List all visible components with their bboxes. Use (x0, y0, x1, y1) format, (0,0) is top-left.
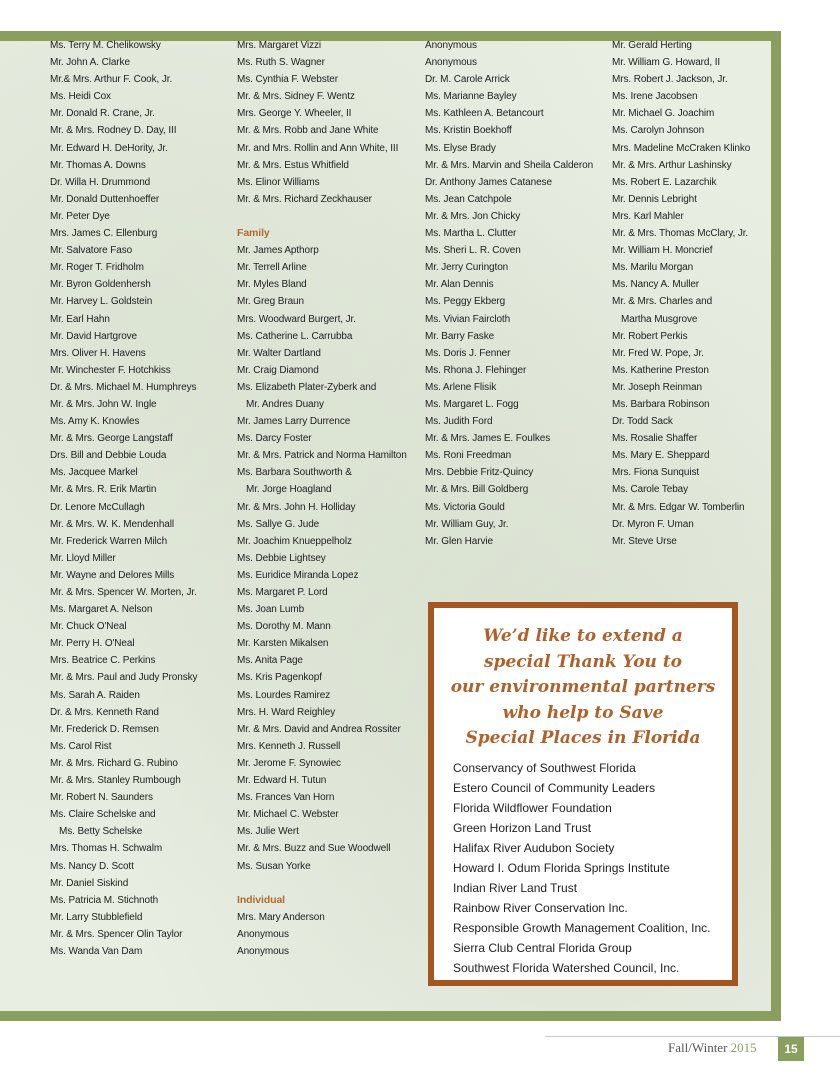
donor-name: Mr. Fred W. Pope, Jr. (612, 347, 704, 359)
donor-name: Ms. Darcy Foster (237, 433, 312, 445)
donor-column-4 (612, 37, 750, 550)
donor-name: Mr. & Mrs. Richard Zeckhauser (237, 193, 372, 205)
donor-name: Dr. & Mrs. Kenneth Rand (50, 706, 159, 718)
donor-name: Dr. Lenore McCullagh (50, 501, 145, 513)
donor-name: Ms. Dorothy M. Mann (237, 621, 331, 633)
donor-column-1 (50, 37, 197, 960)
donor-name: Mrs. Robert J. Jackson, Jr. (612, 74, 728, 86)
donor-name: Ms. Frances Van Horn (237, 792, 335, 804)
donor-name: Mr. Joachim Knueppelholz (237, 535, 352, 547)
donor-name: Ms. Lourdes Ramirez (237, 689, 331, 701)
heading-line: special Thank You to (483, 651, 683, 672)
donor-name: Ms. Sarah A. Raiden (50, 689, 140, 701)
donor-name: Mr. & Mrs. Robb and Jane White (237, 125, 379, 137)
donor-name: Mr. James Apthorp (237, 245, 319, 257)
donor-name: Ms. Ruth S. Wagner (237, 57, 325, 69)
heading-line: who help to Save (502, 702, 664, 723)
donor-name: Drs. Bill and Debbie Louda (50, 450, 167, 462)
donor-name: Ms. Margaret P. Lord (237, 587, 328, 598)
footer-year: 2015 (730, 1040, 757, 1055)
donor-name: Mrs. Karl Mahler (612, 210, 684, 222)
section-spacer (237, 875, 407, 892)
partner-list (453, 758, 710, 978)
donor-name: Ms. Kristin Boekhoff (425, 125, 512, 137)
donor-name: Ms. Catherine L. Carrubba (237, 330, 353, 342)
donor-name: Ms. Peggy Ekberg (425, 296, 506, 308)
donor-name: Mrs. Thomas H. Schwalm (50, 843, 163, 855)
donor-name: Ms. Elizabeth Plater-Zyberk and (237, 381, 377, 393)
donor-name: Mr. Donald R. Crane, Jr. (50, 108, 155, 120)
partner-item: Responsible Growth Management Coalition, Inc. (453, 921, 711, 935)
donor-name: Mr. Winchester F. Hotchkiss (50, 364, 171, 376)
donor-name: Ms. Irene Jacobsen (612, 91, 698, 103)
donor-name: Mr. Gerald Herting (612, 40, 692, 51)
donor-name: Mrs. Debbie Fritz-Quincy (425, 467, 534, 479)
donor-name: Ms. Carole Tebay (612, 484, 689, 496)
section-heading: Individual (237, 893, 286, 906)
donor-name: Anonymous (237, 928, 289, 940)
donor-name: Anonymous (425, 40, 477, 51)
donor-name: Mr. Jerome F. Synowiec (237, 757, 341, 769)
donor-name: Mr. Michael G. Joachim (612, 108, 715, 120)
donor-name: Mr. Dennis Lebright (612, 193, 697, 205)
donor-name: Mr. & Mrs. James E. Foulkes (425, 433, 551, 445)
donor-name: Ms. Marianne Bayley (425, 91, 517, 103)
partner-item: Howard I. Odum Florida Springs Institute (453, 861, 670, 875)
donor-name: Ms. Sallye G. Jude (237, 518, 320, 530)
donor-name: Mr. Peter Dye (50, 210, 110, 222)
donor-name: Mrs. George Y. Wheeler, II (237, 108, 352, 120)
donor-name: Ms. Elinor Williams (237, 176, 320, 188)
donor-name: Mr. Perry H. O'Neal (50, 638, 135, 650)
donor-name: Mr. & Mrs. Arthur Lashinsky (612, 159, 732, 171)
donor-name: Mr. Karsten Mikalsen (237, 638, 329, 650)
donor-name: Mr. and Mrs. Rollin and Ann White, III (237, 142, 399, 154)
donor-name: Mr. & Mrs. Buzz and Sue Woodwell (237, 843, 391, 855)
donor-name: Ms. Patricia M. Stichnoth (50, 894, 159, 906)
page-number: 15 (778, 1037, 804, 1061)
donor-name: Mr. Wayne and Delores Mills (50, 569, 175, 581)
donor-name: Ms. Carolyn Johnson (612, 125, 705, 137)
donor-name: Mr. William Guy, Jr. (425, 518, 509, 530)
donor-name: Ms. Barbara Robinson (612, 398, 710, 410)
donor-name: Ms. Jacquee Markel (50, 467, 138, 479)
donor-name: Mr. & Mrs. John H. Holliday (237, 501, 356, 513)
donor-name: Mr. Lloyd Miller (50, 552, 116, 564)
donor-name: Ms. Martha L. Clutter (425, 228, 517, 240)
donor-name: Mr. & Mrs. Bill Goldberg (425, 484, 529, 496)
donor-name: Mr. Daniel Siskind (50, 877, 129, 889)
donor-name: Ms. Julie Wert (237, 826, 299, 838)
donor-name: Mr. James Larry Durrence (237, 416, 351, 428)
heading-line: Special Places in Florida (465, 728, 701, 748)
donor-name: Mr. Steve Urse (612, 535, 677, 547)
donor-name: Ms. Margaret L. Fogg (425, 398, 519, 410)
donor-name: Mr. Roger T. Fridholm (50, 262, 144, 274)
donor-name: Ms. Amy K. Knowles (50, 416, 140, 428)
donor-name: Mr. David Hartgrove (50, 330, 138, 342)
donor-name: Ms. Judith Ford (425, 416, 493, 428)
donor-name: Mr. Joseph Reinman (612, 381, 702, 393)
donor-name: Ms. Mary E. Sheppard (612, 450, 710, 462)
donor-name: Ms. Kathleen A. Betancourt (425, 108, 544, 120)
partner-item: Estero Council of Community Leaders (453, 781, 656, 795)
donor-name: Ms. Victoria Gould (425, 501, 505, 513)
donor-name: Mr. Donald Duttenhoeffer (50, 193, 160, 205)
donor-name: Dr. M. Carole Arrick (425, 74, 510, 86)
donor-name: Mr. Harvey L. Goldstein (50, 296, 153, 308)
donor-name: Ms. Katherine Preston (612, 364, 709, 376)
donor-name: Ms. Doris J. Fenner (425, 347, 511, 359)
partners-thank-you-box (428, 602, 738, 986)
donor-name: Mr. Greg Braun (237, 296, 304, 308)
donor-name: Ms. Arlene Flisik (425, 381, 497, 393)
donor-name: Ms. Cynthia F. Webster (237, 74, 338, 86)
donor-name: Anonymous (425, 57, 477, 69)
donor-name: Ms. Barbara Southworth & (237, 467, 352, 479)
donor-name: Ms. Betty Schelske (59, 826, 143, 838)
donor-name: Mrs. Fiona Sunquist (612, 467, 700, 479)
donor-name: Mr. Alan Dennis (425, 279, 494, 291)
donor-column-3 (425, 37, 593, 550)
donor-name: Ms. Carol Rist (50, 740, 112, 752)
donor-name: Mr. Myles Bland (237, 279, 307, 291)
section-spacer (237, 208, 407, 225)
donor-name: Ms. Anita Page (237, 655, 303, 667)
donor-name: Dr. & Mrs. Michael M. Humphreys (50, 381, 197, 393)
donor-name: Mr. & Mrs. Richard G. Rubino (50, 757, 178, 769)
partner-item: Green Horizon Land Trust (453, 821, 592, 835)
donor-name: Mr. & Mrs. Edgar W. Tomberlin (612, 501, 745, 513)
donor-name: Mr. & Mrs. Thomas McClary, Jr. (612, 228, 749, 240)
partner-item: Southwest Florida Watershed Council, Inc. (453, 961, 680, 975)
donor-name: Mrs. Mary Anderson (237, 911, 325, 923)
donor-name: Mr. Frederick D. Remsen (50, 723, 159, 735)
donor-name: Ms. Nancy D. Scott (50, 860, 134, 872)
donor-name: Ms. Susan Yorke (237, 860, 311, 872)
donor-name: Mr. Glen Harvie (425, 535, 493, 547)
donor-name: Mr. Frederick Warren Milch (50, 535, 168, 547)
heading-line: We’d like to extend a (483, 626, 683, 646)
donor-name: Mr. Earl Hahn (50, 313, 110, 325)
donor-name: Mr. Terrell Arline (237, 262, 307, 274)
donor-name: Mrs. Kenneth J. Russell (237, 740, 341, 752)
donor-name: Mr. William H. Moncrief (612, 245, 713, 257)
donor-name: Mr. Byron Goldenhersh (50, 279, 151, 291)
donor-name: Mr. & Mrs. David and Andrea Rossiter (237, 723, 401, 735)
donor-name: Mr. & Mrs. Spencer W. Morten, Jr. (50, 587, 197, 598)
donor-name: Mr.& Mrs. Arthur F. Cook, Jr. (50, 74, 173, 86)
donor-name: Ms. Sheri L. R. Coven (425, 245, 521, 257)
donor-name: Mr. Thomas A. Downs (50, 159, 146, 171)
donor-name: Ms. Terry M. Chelikowsky (50, 40, 161, 51)
partner-item: Florida Wildflower Foundation (453, 801, 612, 815)
donor-name: Mr. Edward H. Tutun (237, 775, 327, 787)
donor-name: Mr. Andres Duany (246, 398, 324, 410)
donor-name: Mr. Walter Dartland (237, 347, 321, 359)
donor-name: Dr. Willa H. Drummond (50, 176, 151, 188)
footer-season: Fall/Winter (668, 1040, 728, 1055)
section-heading: Family (237, 227, 270, 240)
donor-name: Mr. & Mrs. George Langstaff (50, 433, 173, 445)
donor-name: Ms. Claire Schelske and (50, 809, 156, 821)
donor-name: Mr. & Mrs. R. Erik Martin (50, 484, 157, 496)
donor-name: Ms. Elyse Brady (425, 142, 496, 154)
donor-name: Mr. Jerry Curington (425, 262, 509, 274)
donor-name: Ms. Vivian Faircloth (425, 313, 511, 325)
donor-name: Mrs. Beatrice C. Perkins (50, 655, 156, 667)
donor-name: Ms. Heidi Cox (50, 91, 111, 103)
donor-name: Mr. Robert N. Saunders (50, 792, 153, 804)
donor-name: Mr. & Mrs. Paul and Judy Pronsky (50, 672, 198, 684)
donor-name: Dr. Anthony James Catanese (425, 176, 552, 188)
donor-name: Mr. Jorge Hoagland (246, 484, 332, 496)
donor-name: Mrs. Madeline McCraken Klinko (612, 142, 751, 154)
donor-name: Mr. William G. Howard, II (612, 57, 721, 69)
donor-name: Mr. & Mrs. Charles and (612, 296, 713, 308)
donor-name: Mr. & Mrs. Sidney F. Wentz (237, 91, 355, 103)
donor-name: Mr. & Mrs. Rodney D. Day, III (50, 125, 177, 137)
donor-name: Ms. Robert E. Lazarchik (612, 176, 717, 188)
donor-name: Mr. Michael C. Webster (237, 809, 339, 821)
partner-item: Rainbow River Conservation Inc. (453, 901, 628, 915)
donor-name: Mrs. Oliver H. Havens (50, 347, 146, 359)
donor-name: Mr. Salvatore Faso (50, 245, 133, 257)
donor-name: Anonymous (237, 945, 289, 957)
donor-name: Mr. & Mrs. Jon Chicky (425, 210, 521, 222)
donor-name: Mr. & Mrs. Patrick and Norma Hamilton (237, 450, 407, 462)
donor-name: Ms. Margaret A. Nelson (50, 604, 153, 616)
donor-name: Dr. Todd Sack (612, 416, 673, 428)
donor-name: Mr. Robert Perkis (612, 330, 688, 342)
donor-name: Martha Musgrove (621, 313, 698, 325)
donor-name: Mr. & Mrs. Spencer Olin Taylor (50, 928, 183, 940)
donor-name: Mr. Barry Faske (425, 330, 495, 342)
donor-name: Ms. Nancy A. Muller (612, 279, 700, 291)
donor-name: Ms. Jean Catchpole (425, 193, 512, 205)
donor-name: Mr. & Mrs. Estus Whitfield (237, 159, 349, 171)
donor-name: Ms. Debbie Lightsey (237, 552, 326, 564)
heading-line: our environmental partners (450, 677, 716, 697)
donor-name: Mr. Craig Diamond (237, 364, 319, 376)
donor-name: Ms. Wanda Van Dam (50, 945, 143, 957)
donor-name: Mrs. Margaret Vizzi (237, 40, 322, 51)
donor-name: Mr. & Mrs. W. K. Mendenhall (50, 518, 175, 530)
donor-name: Ms. Euridice Miranda Lopez (237, 569, 359, 581)
partner-item: Indian River Land Trust (453, 881, 578, 895)
donor-name: Mrs. H. Ward Reighley (237, 706, 336, 718)
donor-name: Ms. Marilu Morgan (612, 262, 694, 274)
partner-item: Conservancy of Southwest Florida (453, 761, 636, 775)
donor-name: Dr. Myron F. Uman (612, 518, 694, 530)
thank-you-heading (434, 624, 732, 752)
donor-name: Ms. Rosalie Shaffer (612, 433, 698, 445)
donor-name: Mrs. Woodward Burgert, Jr. (237, 313, 356, 325)
donor-name: Mr. & Mrs. Marvin and Sheila Calderon (425, 159, 594, 171)
donor-name: Mr. Edward H. DeHority, Jr. (50, 142, 168, 154)
donor-name: Ms. Rhona J. Flehinger (425, 364, 527, 376)
donor-name: Mr. Chuck O'Neal (50, 621, 127, 633)
partner-item: Halifax River Audubon Society (453, 841, 615, 855)
footer-issue (668, 1040, 757, 1056)
donor-column-2 (237, 37, 407, 960)
donor-name: Ms. Roni Freedman (425, 450, 512, 462)
partner-item: Sierra Club Central Florida Group (453, 941, 632, 955)
donor-name: Mr. Larry Stubblefield (50, 911, 143, 923)
donor-name: Mrs. James C. Ellenburg (50, 228, 158, 240)
donor-name: Mr. & Mrs. Stanley Rumbough (50, 775, 181, 787)
donor-name: Mr. John A. Clarke (50, 57, 130, 69)
donor-name: Ms. Joan Lumb (237, 604, 305, 616)
donor-name: Ms. Kris Pagenkopf (237, 672, 322, 684)
donor-name: Mr. & Mrs. John W. Ingle (50, 398, 157, 410)
